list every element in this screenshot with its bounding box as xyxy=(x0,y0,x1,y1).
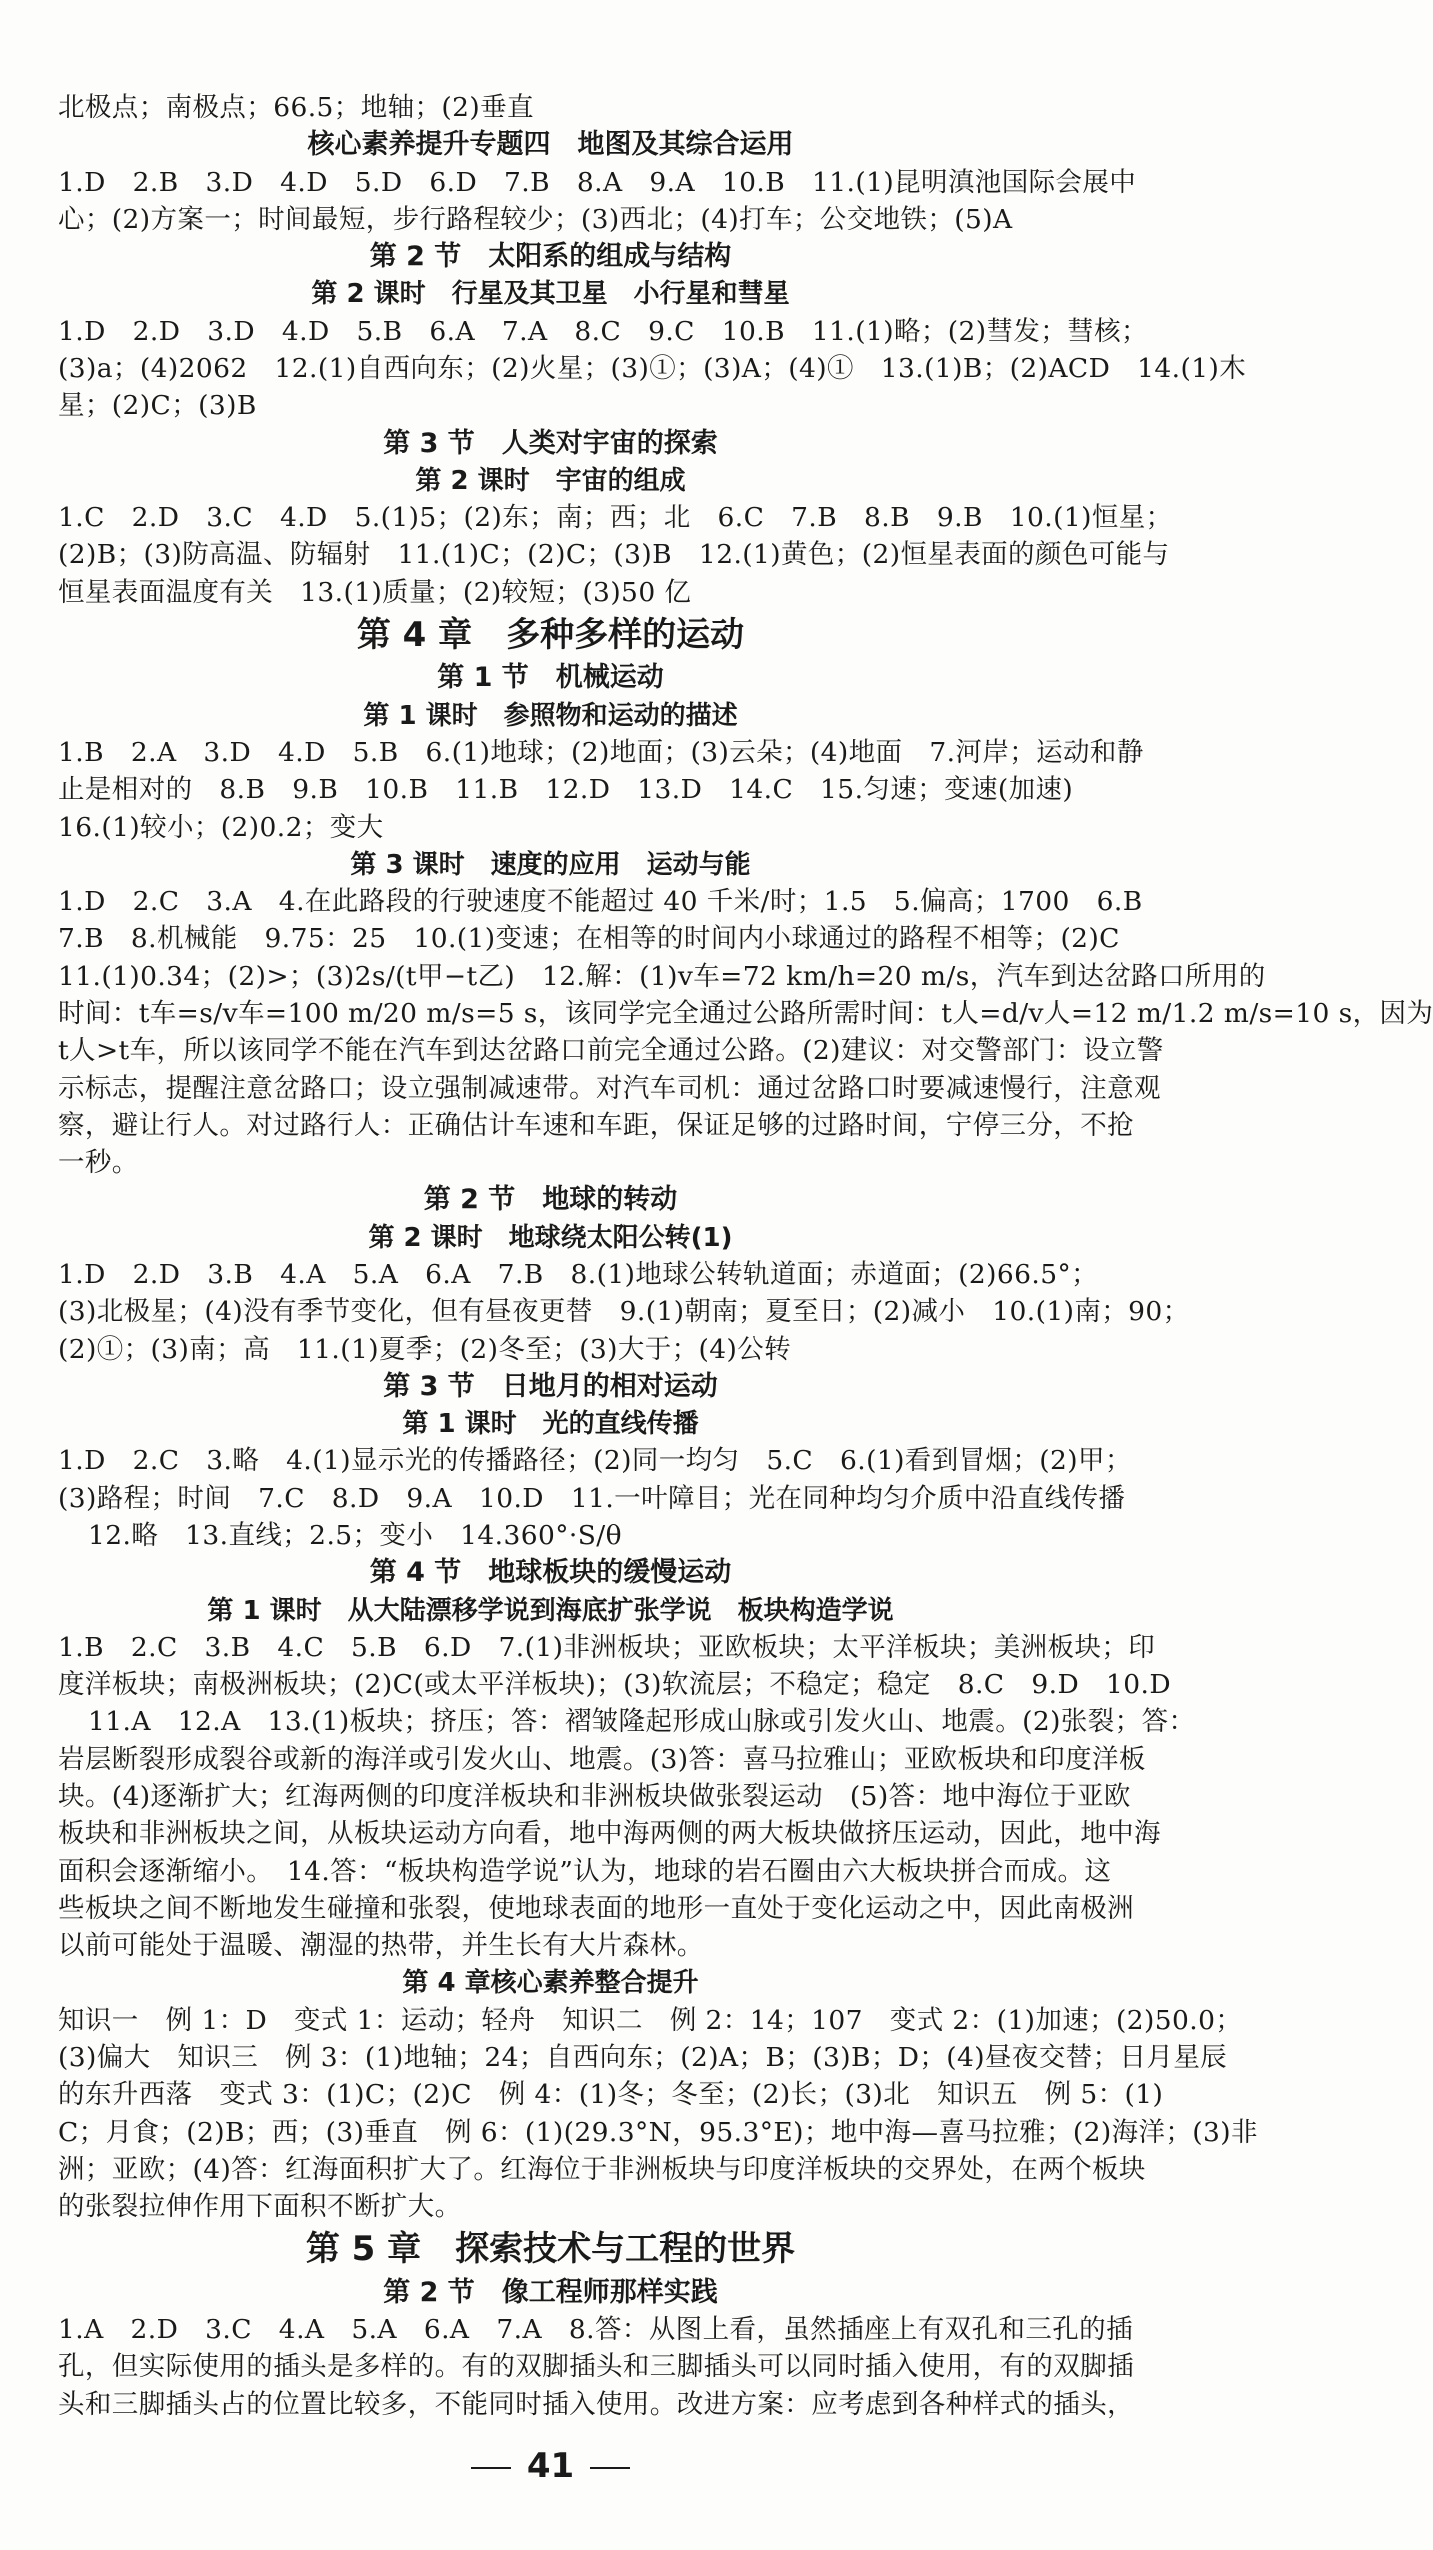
answer-line: 星；(2)C；(3)B xyxy=(58,390,257,421)
answer-line: 洲；亚欧；(4)答：红海面积扩大了。红海位于非洲板块与印度洋板块的交界处，在两个板块 xyxy=(58,2154,1146,2185)
answer-line: 1.D 2.C 3.A 4.在此路段的行驶速度不能超过 40 千米/时；1.5 5.偏高；1700 6.B xyxy=(58,886,1143,917)
answer-line: 止是相对的 8.B 9.B 10.B 11.B 12.D 13.D 14.C 15.匀速；变速(加速) xyxy=(58,774,1074,805)
answer-line: 11.A 12.A 13.(1)板块；挤压；答：褶皱隆起形成山脉或引发火山、地震。(2)张裂；答： xyxy=(88,1706,1196,1737)
answer-line: 以前可能处于温暖、潮湿的热带，并生长有大片森林。 xyxy=(58,1930,704,1961)
answer-line: (2)B；(3)防高温、防辐射 11.(1)C；(2)C；(3)B 12.(1)黄色；(2)恒星表面的颜色可能与 xyxy=(58,539,1170,570)
chapter-heading: 第 5 章 探索技术与工程的世界 xyxy=(305,2229,796,2269)
answer-line: 北极点；南极点；66.5；地轴；(2)垂直 xyxy=(58,92,534,123)
answer-line: C；月食；(2)B；西；(3)垂直 例 6：(1)(29.3°N，95.3°E)；地中海—喜马拉雅；(2)海洋；(3)非 xyxy=(58,2117,1258,2148)
lesson-heading: 第 2 课时 宇宙的组成 xyxy=(415,466,686,496)
lesson-heading: 第 1 课时 光的直线传播 xyxy=(402,1409,699,1439)
answer-line: 1.D 2.D 3.B 4.A 5.A 6.A 7.B 8.(1)地球公转轨道面；赤道面；(2)66.5°； xyxy=(58,1259,1099,1290)
answer-line: 示标志，提醒注意岔路口；设立强制减速带。对汽车司机：通过岔路口时要减速慢行，注意观 xyxy=(58,1073,1161,1104)
lesson-heading: 第 1 课时 参照物和运动的描述 xyxy=(363,701,738,731)
page-number: 41 xyxy=(0,2446,1101,2486)
answer-line: (3)偏大 知识三 例 3：(1)地轴；24；自西向东；(2)A；B；(3)B；D；(4)昼夜交替；日月星辰 xyxy=(58,2042,1228,2073)
section-heading: 第 2 节 地球的转动 xyxy=(423,1184,678,1215)
answer-line: 时间：t车=s/v车=100 m/20 m/s=5 s，该同学完全通过公路所需时间：t人=d/v人=12 m/1.2 m/s=10 s，因为 xyxy=(58,998,1433,1029)
section-heading: 核心素养提升专题四 地图及其综合运用 xyxy=(307,129,794,160)
answer-line: (3)路程；时间 7.C 8.D 9.A 10.D 11.一叶障目；光在同种均匀介质中沿直线传播 xyxy=(58,1483,1126,1514)
chapter-heading: 第 4 章 多种多样的运动 xyxy=(356,615,745,655)
lesson-heading: 第 2 课时 地球绕太阳公转(1) xyxy=(368,1223,733,1253)
answer-line: (3)a；(4)2062 12.(1)自西向东；(2)火星；(3)①；(3)A；(4)① 13.(1)B；(2)ACD 14.(1)木 xyxy=(58,353,1247,384)
answer-line: 心；(2)方案一；时间最短，步行路程较少；(3)西北；(4)打车；公交地铁；(5)A xyxy=(58,204,1013,235)
answer-line: 头和三脚插头占的位置比较多，不能同时插入使用。改进方案：应考虑到各种样式的插头， xyxy=(58,2389,1134,2420)
section-heading: 第 3 节 人类对宇宙的探索 xyxy=(383,428,718,459)
section-heading: 第 2 节 太阳系的组成与结构 xyxy=(369,241,732,272)
answer-line: 孔，但实际使用的插头是多样的。有的双脚插头和三脚插头可以同时插入使用，有的双脚插 xyxy=(58,2351,1134,2382)
answer-line: 度洋板块；南极洲板块；(2)C(或太平洋板块)；(3)软流层；不稳定；稳定 8.C 9.D 10.D xyxy=(58,1669,1172,1700)
answer-line: 岩层断裂形成裂谷或新的海洋或引发火山、地震。(3)答：喜马拉雅山；亚欧板块和印度洋板 xyxy=(58,1744,1146,1775)
lesson-heading: 第 2 课时 行星及其卫星 小行星和彗星 xyxy=(311,279,790,309)
answer-line: 1.A 2.D 3.C 4.A 5.A 6.A 7.A 8.答：从图上看，虽然插座上有双孔和三孔的插 xyxy=(58,2314,1133,2345)
answer-line: 一秒。 xyxy=(58,1147,139,1178)
answer-line: 16.(1)较小；(2)0.2；变大 xyxy=(58,812,384,843)
section-heading: 第 2 节 像工程师那样实践 xyxy=(383,2277,718,2308)
answer-line: 知识一 例 1：D 变式 1：运动；轻舟 知识二 例 2：14；107 变式 2：(1)加速；(2)50.0； xyxy=(58,2005,1243,2036)
answer-line: 恒星表面温度有关 13.(1)质量；(2)较短；(3)50 亿 xyxy=(58,577,692,608)
lesson-heading: 第 4 章核心素养整合提升 xyxy=(402,1968,699,1998)
answer-line: 12.略 13.直线；2.5；变小 14.360°·S/θ xyxy=(88,1520,622,1551)
answer-line: 1.C 2.D 3.C 4.D 5.(1)5；(2)东；南；西；北 6.C 7.B 8.B 9.B 10.(1)恒星； xyxy=(58,502,1173,533)
answer-line: t人>t车，所以该同学不能在汽车到达岔路口前完全通过公路。(2)建议：对交警部门：设立警 xyxy=(58,1035,1164,1066)
answer-line: 11.(1)0.34；(2)>；(3)2s/(t甲−t乙) 12.解：(1)v车=72 km/h=20 m/s，汽车到达岔路口所用的 xyxy=(58,961,1266,992)
answer-line: (2)①；(3)南；高 11.(1)夏季；(2)冬至；(3)大于；(4)公转 xyxy=(58,1334,792,1365)
answer-line: 块。(4)逐渐扩大；红海两侧的印度洋板块和非洲板块做张裂运动 (5)答：地中海位于亚欧 xyxy=(58,1781,1131,1812)
answer-line: 的东升西落 变式 3：(1)C；(2)C 例 4：(1)冬；冬至；(2)长；(3)北 知识五 例 5：(1) xyxy=(58,2079,1164,2110)
lesson-heading: 第 1 课时 从大陆漂移学说到海底扩张学说 板块构造学说 xyxy=(207,1596,894,1626)
answer-line: 1.B 2.A 3.D 4.D 5.B 6.(1)地球；(2)地面；(3)云朵；(4)地面 7.河岸；运动和静 xyxy=(58,737,1144,768)
lesson-heading: 第 3 课时 速度的应用 运动与能 xyxy=(350,850,751,880)
section-heading: 第 4 节 地球板块的缓慢运动 xyxy=(369,1557,732,1588)
answer-line: 面积会逐渐缩小。 14.答：“板块构造学说”认为，地球的岩石圈由六大板块拼合而成。这 xyxy=(58,1856,1112,1887)
section-heading: 第 1 节 机械运动 xyxy=(437,662,664,693)
answer-line: 1.D 2.C 3.略 4.(1)显示光的传播路径；(2)同一均匀 5.C 6.(1)看到冒烟；(2)甲； xyxy=(58,1445,1132,1476)
answer-line: (3)北极星；(4)没有季节变化，但有昼夜更替 9.(1)朝南；夏至日；(2)减小 10.(1)南；90； xyxy=(58,1296,1190,1327)
section-heading: 第 3 节 日地月的相对运动 xyxy=(383,1371,718,1402)
answer-line: 的张裂拉伸作用下面积不断扩大。 xyxy=(58,2191,462,2222)
answer-line: 1.D 2.D 3.D 4.D 5.B 6.A 7.A 8.C 9.C 10.B 11.(1)略；(2)彗发；彗核； xyxy=(58,316,1148,347)
answer-line: 察，避让行人。对过路行人：正确估计车速和车距，保证足够的过路时间，宁停三分，不抢 xyxy=(58,1110,1134,1141)
answer-line: 些板块之间不断地发生碰撞和张裂，使地球表面的地形一直处于变化运动之中，因此南极洲 xyxy=(58,1893,1134,1924)
answer-line: 7.B 8.机械能 9.75：25 10.(1)变速；在相等的时间内小球通过的路程不相等；(2)C xyxy=(58,923,1120,954)
answer-line: 1.B 2.C 3.B 4.C 5.B 6.D 7.(1)非洲板块；亚欧板块；太平洋板块；美洲板块；印 xyxy=(58,1632,1156,1663)
answer-line: 1.D 2.B 3.D 4.D 5.D 6.D 7.B 8.A 9.A 10.B 11.(1)昆明滇池国际会展中 xyxy=(58,167,1137,198)
answer-line: 板块和非洲板块之间，从板块运动方向看，地中海两侧的两大板块做挤压运动，因此，地中海 xyxy=(58,1818,1161,1849)
